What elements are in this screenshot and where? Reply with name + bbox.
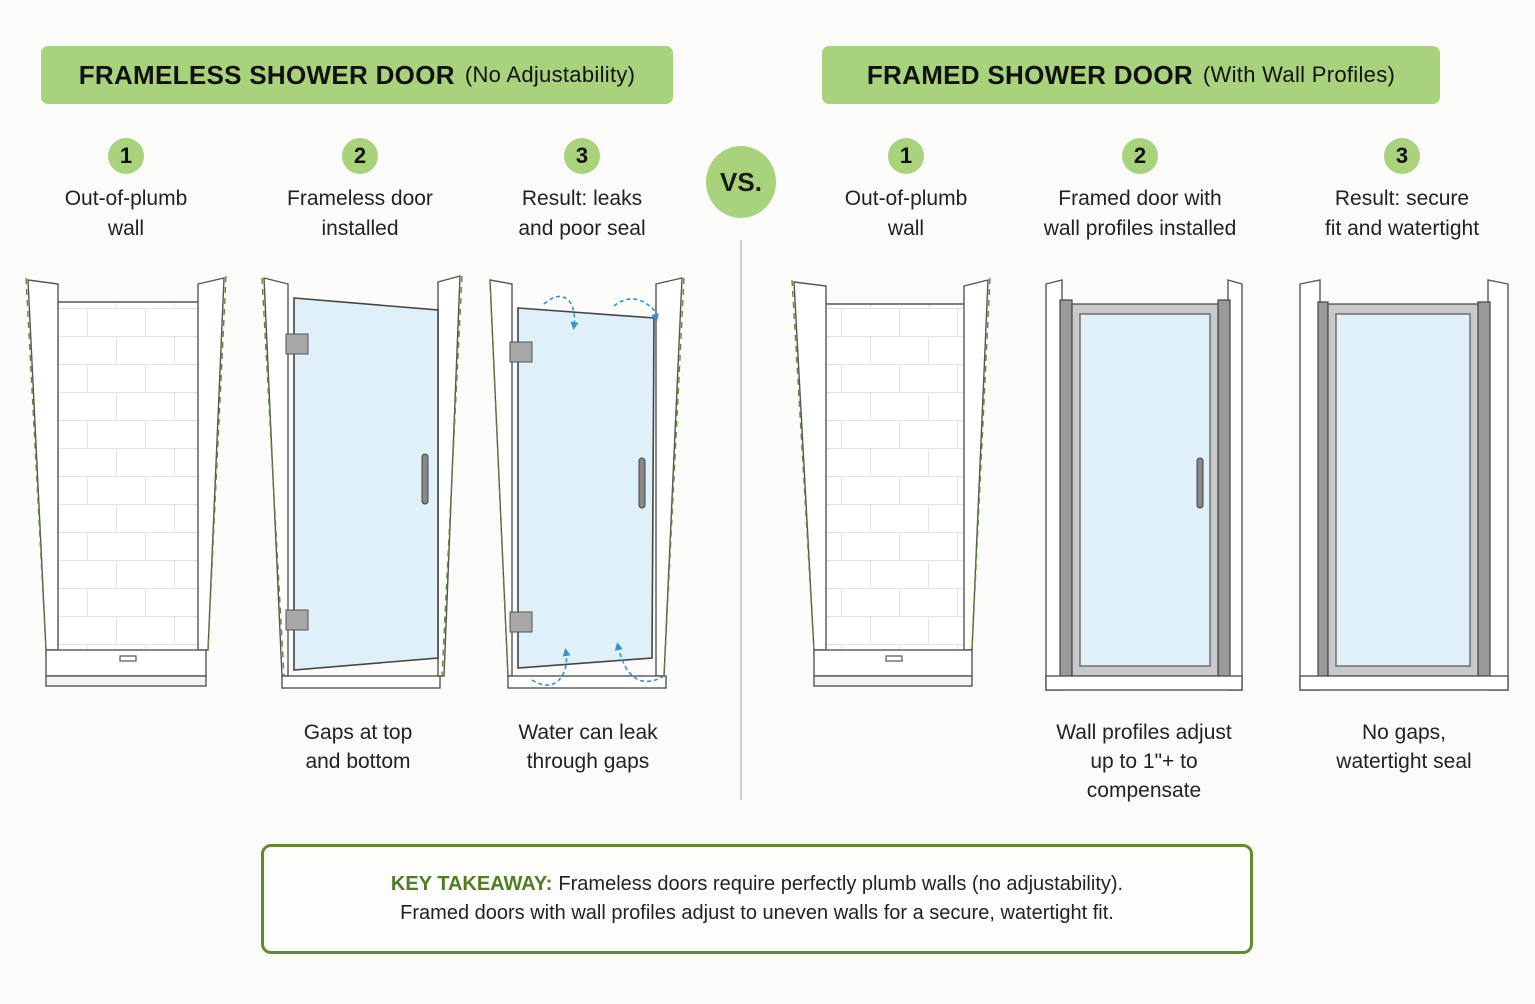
framed-header-subtitle: (With Wall Profiles): [1202, 62, 1396, 87]
caption-line: up to 1"+ to: [1090, 750, 1198, 773]
hinge-icon: [286, 334, 308, 354]
key-takeaway-label: KEY TAKEAWAY:: [390, 873, 553, 895]
step-number-badge: 3: [1384, 138, 1420, 174]
framed-watertight-illustration: [1300, 280, 1508, 690]
caption-line: and bottom: [305, 750, 411, 773]
caption-line: compensate: [1086, 779, 1202, 802]
step-label-line: Out-of-plumb: [64, 187, 188, 210]
right-wall: [964, 280, 988, 650]
tile-wall: [826, 304, 966, 650]
frameless-header-subtitle: (No Adjustability): [464, 62, 636, 87]
left-wall: [1300, 280, 1320, 690]
framed-header-title: FRAMED SHOWER DOOR: [866, 59, 1193, 90]
caption-line: through gaps: [526, 750, 650, 773]
step-number-badge: 2: [342, 138, 378, 174]
shower-base: [1046, 676, 1242, 690]
caption-line: Water can leak: [518, 721, 658, 744]
frameless-header-title: FRAMELESS SHOWER DOOR: [78, 59, 455, 90]
right-wall: [198, 278, 224, 650]
glass-door: [518, 308, 654, 668]
wall-profile: [1060, 300, 1072, 676]
glass-door: [1336, 314, 1470, 666]
key-takeaway-line-2: Framed doors with wall profiles adjust to uneven walls for a secure, watertight fit.: [400, 902, 1114, 924]
step-label-line: and poor seal: [518, 217, 646, 240]
step-label-line: installed: [321, 217, 399, 240]
left-wall: [794, 282, 826, 650]
step-number-badge: 2: [1122, 138, 1158, 174]
hinge-icon: [286, 610, 308, 630]
caption-line: No gaps,: [1361, 721, 1447, 744]
hinge-icon: [510, 612, 532, 632]
step-label-line: Frameless door: [287, 187, 433, 210]
frameless-door-installed-illustration: [262, 276, 462, 688]
right-wall: [656, 278, 682, 676]
door-handle-icon: [1197, 458, 1203, 508]
shower-base: [282, 676, 440, 688]
door-handle-icon: [422, 454, 428, 504]
step-label-line: Out-of-plumb: [844, 187, 968, 210]
frameless-out-of-plumb-wall-illustration: [26, 276, 226, 686]
step-label-line: Framed door with: [1058, 187, 1222, 210]
key-takeaway-box: [261, 844, 1253, 954]
shower-base: [508, 676, 666, 688]
frameless-step-3-caption: [458, 718, 718, 776]
glass-door: [1080, 314, 1210, 666]
vs-badge: VS.: [706, 146, 776, 218]
step-label-line: wall: [887, 217, 925, 240]
tile-wall: [58, 302, 200, 650]
right-wall: [1488, 280, 1508, 690]
wall-profile: [1218, 300, 1230, 676]
framed-step-3-caption: [1274, 718, 1534, 776]
key-takeaway-line-1: [391, 870, 1123, 899]
left-wall: [264, 278, 288, 676]
wall-profile: [1318, 302, 1328, 676]
shower-base-edge: [814, 676, 972, 686]
step-number-badge: 3: [564, 138, 600, 174]
key-takeaway-text: Frameless doors require perfectly plumb walls (no adjustability).: [558, 873, 1124, 895]
framed-out-of-plumb-wall-illustration: [792, 278, 990, 686]
wall-profile: [1478, 302, 1490, 676]
door-handle-icon: [639, 458, 645, 508]
step-label-line: Result: secure: [1334, 187, 1470, 210]
caption-line: Wall profiles adjust: [1056, 721, 1232, 744]
caption-line: watertight seal: [1336, 750, 1472, 773]
step-label-line: Result: leaks: [521, 187, 643, 210]
framed-step-2-caption: [1014, 718, 1274, 805]
hinge-icon: [510, 342, 532, 362]
frameless-leaks-illustration: [490, 278, 684, 688]
step-number-badge: 1: [108, 138, 144, 174]
left-wall: [28, 280, 58, 650]
shower-base: [46, 650, 206, 676]
caption-line: Gaps at top: [303, 721, 413, 744]
frameless-step-2-caption: [228, 718, 488, 776]
shower-base-edge: [46, 676, 206, 686]
shower-base: [1300, 676, 1508, 690]
glass-door: [294, 298, 438, 670]
framed-door-installed-illustration: [1046, 280, 1242, 690]
shower-base: [814, 650, 972, 676]
right-wall: [438, 276, 460, 676]
step-label-line: wall: [107, 217, 145, 240]
step-label-line: fit and watertight: [1324, 217, 1480, 240]
step-label-line: wall profiles installed: [1043, 217, 1237, 240]
step-number-badge: 1: [888, 138, 924, 174]
